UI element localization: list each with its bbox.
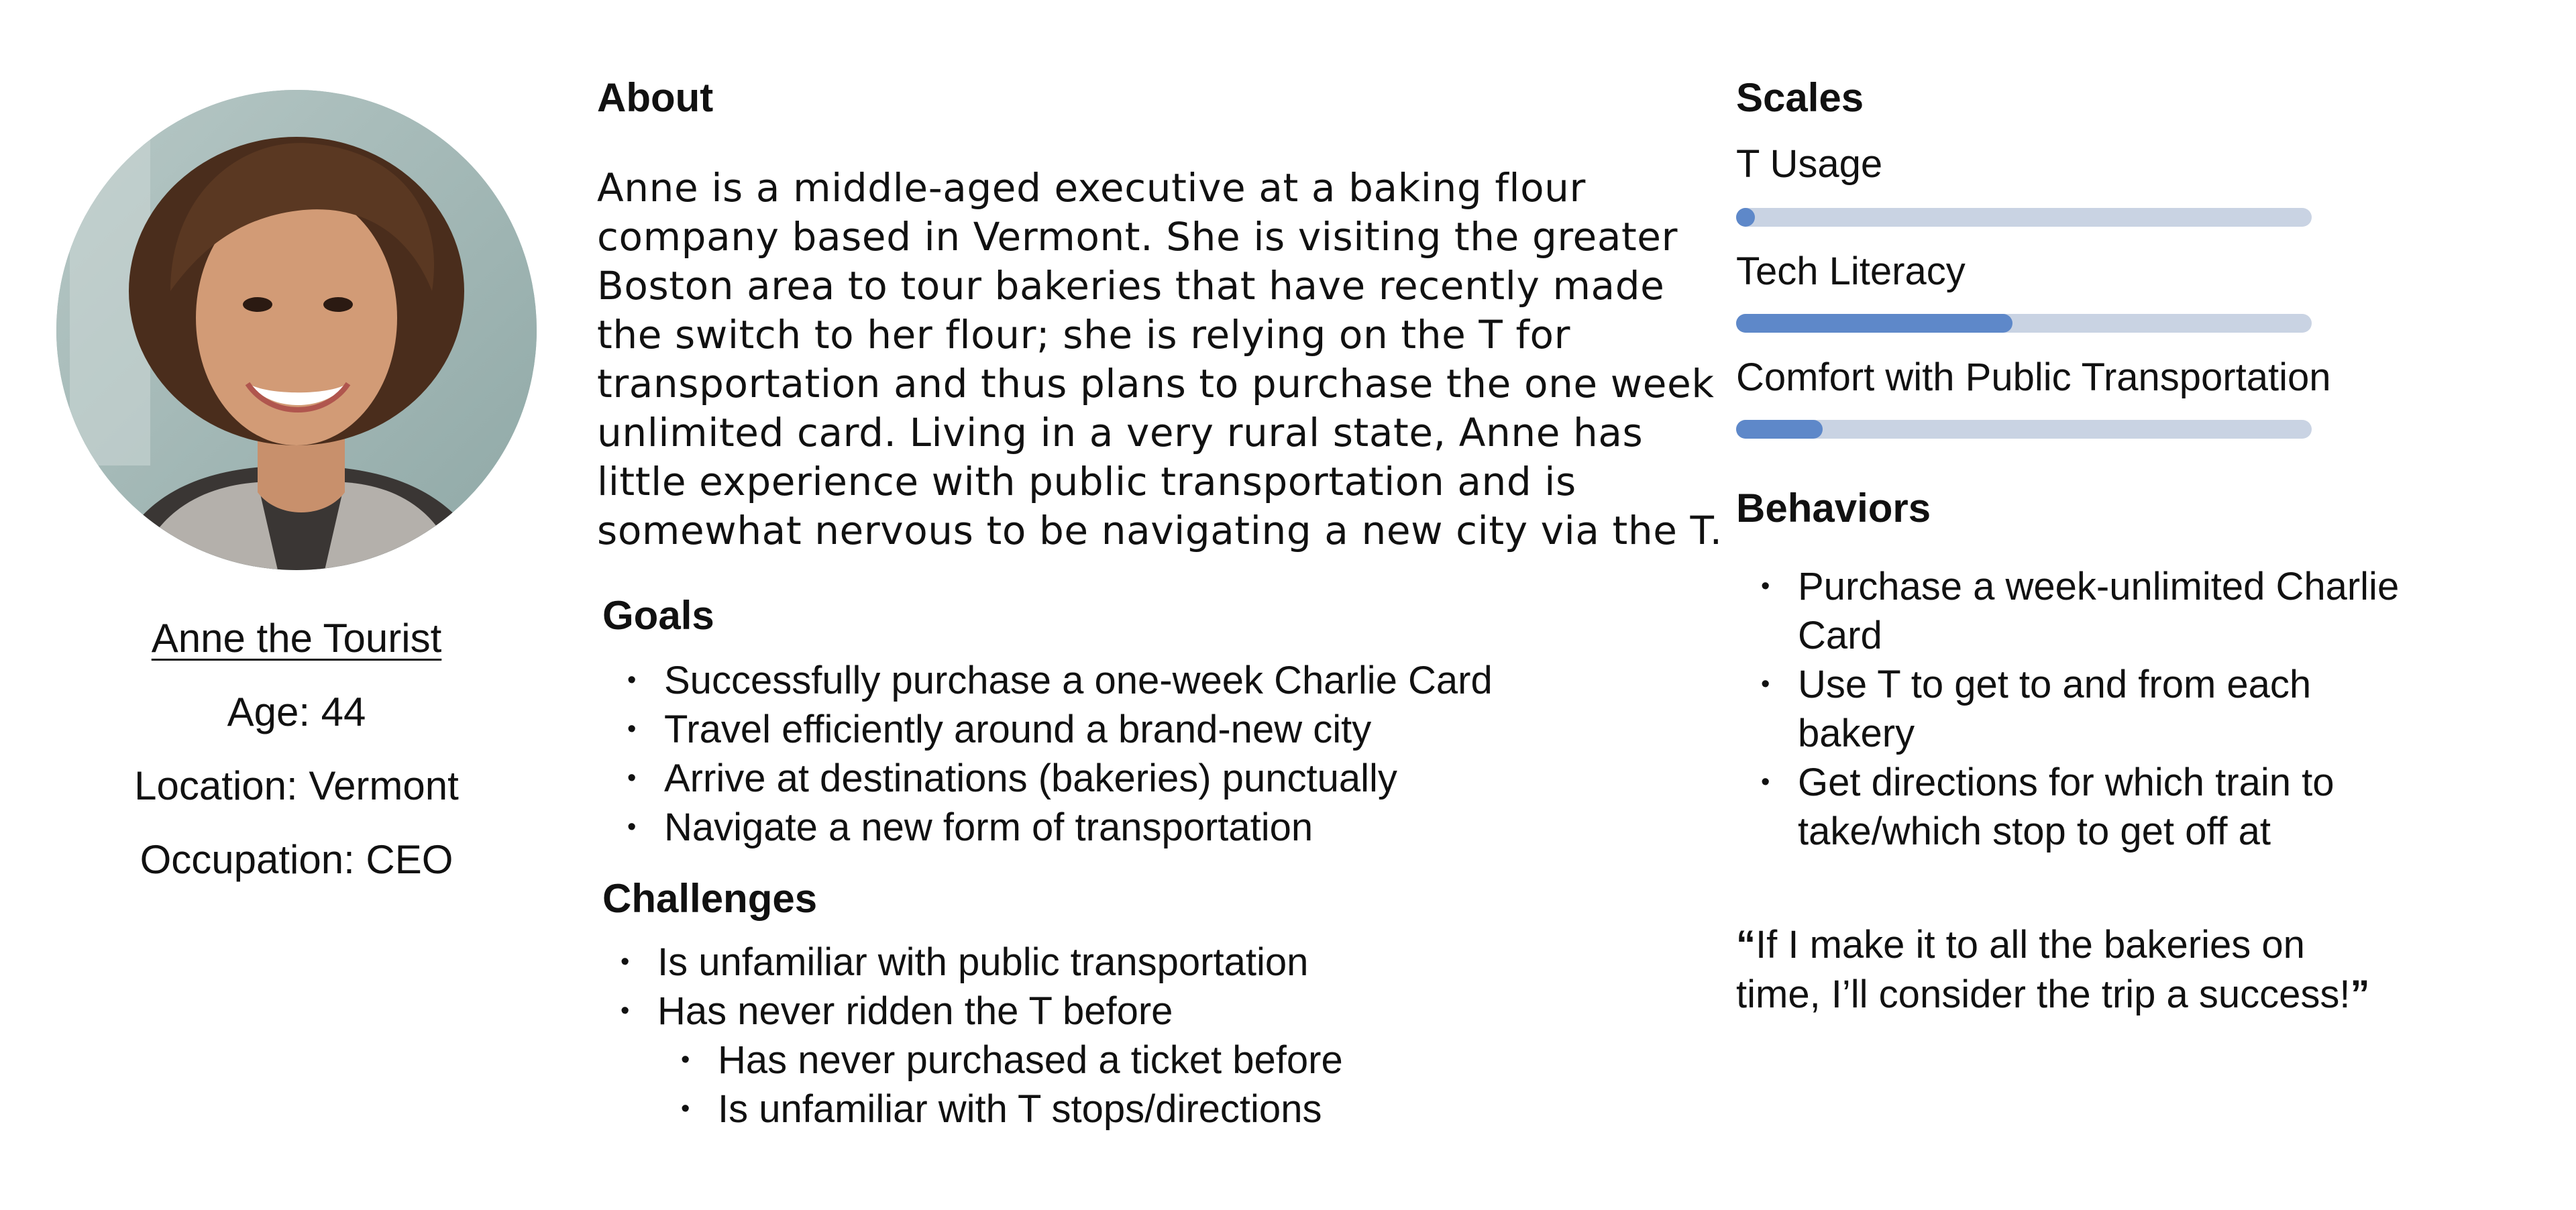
challenges-list xyxy=(657,938,1308,1036)
persona-photo xyxy=(56,90,537,570)
about-line: Boston area to tour bakeries that have recently made xyxy=(597,263,1665,309)
behavior-item-line: bakery xyxy=(1798,712,1915,755)
goals-list xyxy=(664,656,1493,852)
persona-occupation: Occupation: CEO xyxy=(140,837,453,882)
about-line: company based in Vermont. She is visiting the greater xyxy=(597,214,1678,260)
challenge-subitem: • Is unfamiliar with T stops/directions xyxy=(718,1085,1343,1134)
persona-name: Anne the Tourist xyxy=(151,616,442,661)
behavior-item-line: • Purchase a week-unlimited Charlie xyxy=(1798,565,2400,608)
persona-portrait-illustration xyxy=(56,90,537,570)
goal-item: • Travel efficiently around a brand-new city xyxy=(664,705,1493,754)
scale-label-comfort-public-transport: Comfort with Public Transportation xyxy=(1736,355,2331,399)
challenges-sublist xyxy=(718,1036,1343,1134)
behavior-item-line: take/which stop to get off at xyxy=(1798,810,2271,853)
scale-fill-t-usage xyxy=(1736,208,1755,227)
about-heading: About xyxy=(597,75,714,120)
about-paragraph xyxy=(597,164,1737,555)
behavior-item xyxy=(1798,758,2399,856)
scale-track-t-usage xyxy=(1736,208,2312,227)
challenge-item: • Has never ridden the T before xyxy=(657,987,1308,1036)
scale-label-t-usage: T Usage xyxy=(1736,142,1883,186)
goal-item: • Arrive at destinations (bakeries) punctually xyxy=(664,754,1493,803)
behavior-item-line: Card xyxy=(1798,614,1882,657)
goals-heading: Goals xyxy=(602,593,714,638)
challenge-subitem: • Has never purchased a ticket before xyxy=(718,1036,1343,1085)
scale-label-tech-literacy: Tech Literacy xyxy=(1736,250,1966,293)
behaviors-list xyxy=(1798,562,2399,856)
about-line: the switch to her flour; she is relying on the T for xyxy=(597,312,1571,358)
goal-item: • Navigate a new form of transportation xyxy=(664,803,1493,852)
challenges-heading: Challenges xyxy=(602,876,818,921)
quote-line: time, I’ll consider the trip a success! xyxy=(1736,973,2351,1016)
scale-track-comfort-public-transport xyxy=(1736,420,2312,439)
behaviors-heading: Behaviors xyxy=(1736,486,1931,531)
behavior-item xyxy=(1798,562,2399,660)
quote-line: If I make it to all the bakeries on xyxy=(1756,923,2305,967)
behavior-item-line: • Get directions for which train to xyxy=(1798,761,2334,804)
persona-quote xyxy=(1736,920,2508,1020)
behavior-item-line: • Use T to get to and from each xyxy=(1798,663,2312,706)
about-line: unlimited card. Living in a very rural state, Anne has xyxy=(597,410,1644,455)
scale-track-tech-literacy xyxy=(1736,314,2312,333)
persona-location: Location: Vermont xyxy=(134,763,459,808)
scale-fill-comfort-public-transport xyxy=(1736,420,1823,439)
goal-item: • Successfully purchase a one-week Charlie Card xyxy=(664,656,1493,705)
challenge-item: • Is unfamiliar with public transportation xyxy=(657,938,1308,987)
scale-fill-tech-literacy xyxy=(1736,314,2012,333)
about-line: somewhat nervous to be navigating a new city via the T. xyxy=(597,508,1723,553)
about-line: Anne is a middle-aged executive at a baking flour xyxy=(597,165,1586,211)
scales-heading: Scales xyxy=(1736,75,1864,120)
persona-age: Age: 44 xyxy=(227,690,366,734)
behavior-item xyxy=(1798,660,2399,758)
about-line: transportation and thus plans to purchase the one week xyxy=(597,361,1715,406)
quote-close-mark: ” xyxy=(2350,973,2370,1016)
quote-open-mark: “ xyxy=(1736,923,1756,967)
about-line: little experience with public transportation and is xyxy=(597,459,1576,504)
